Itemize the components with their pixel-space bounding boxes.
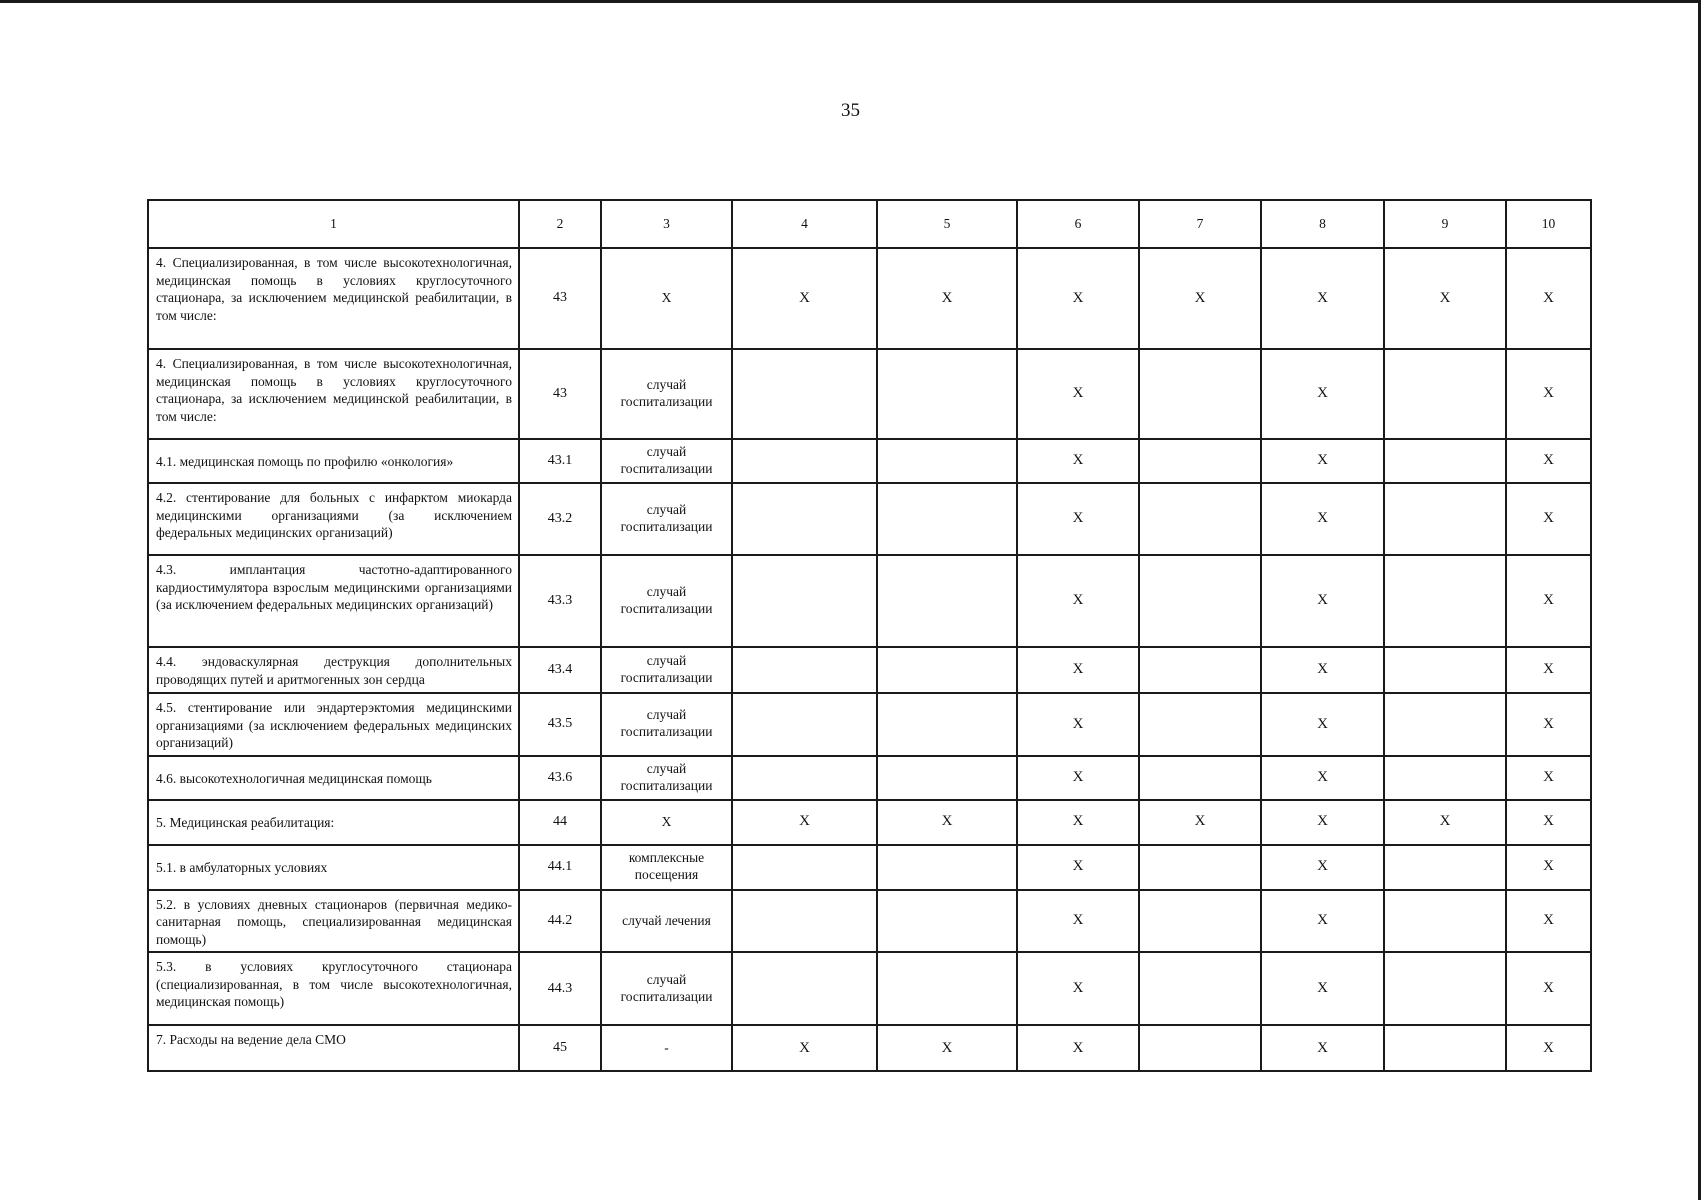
row-name-cell: 5.2. в условиях дневных стационаров (первичная медико-санитарная помощь, специализированная медицинская помощь) — [148, 890, 519, 953]
cell-col-5 — [877, 890, 1017, 953]
cell-col-6: X — [1017, 349, 1139, 439]
row-name-cell: 4. Специализированная, в том числе высокотехнологичная, медицинская помощь в условиях круглосуточного стационара, за исключением медицинской реабилитации, в том числе: — [148, 349, 519, 439]
cell-col-6: X — [1017, 555, 1139, 647]
row-unit-cell: случай госпитализации — [601, 952, 732, 1025]
cell-col-9 — [1384, 845, 1506, 890]
cell-col-5 — [877, 555, 1017, 647]
column-header: 9 — [1384, 200, 1506, 248]
cell-col-4: X — [732, 800, 877, 845]
cell-col-5 — [877, 952, 1017, 1025]
row-code-cell: 43.4 — [519, 647, 601, 693]
row-code-cell: 44.2 — [519, 890, 601, 953]
cell-col-10: X — [1506, 952, 1591, 1025]
cell-col-9 — [1384, 952, 1506, 1025]
cell-col-6: X — [1017, 756, 1139, 800]
cell-col-10: X — [1506, 800, 1591, 845]
table-row — [148, 890, 1591, 953]
table-row — [148, 248, 1591, 349]
cell-col-8: X — [1261, 952, 1384, 1025]
scan-edge-top — [0, 0, 1701, 3]
cell-col-8: X — [1261, 845, 1384, 890]
cell-col-7: X — [1139, 248, 1261, 349]
cell-col-10: X — [1506, 890, 1591, 953]
cell-col-5 — [877, 483, 1017, 555]
cell-col-5 — [877, 845, 1017, 890]
row-name-cell: 5. Медицинская реабилитация: — [148, 800, 519, 845]
row-code-cell: 43 — [519, 349, 601, 439]
row-name-cell: 5.3. в условиях круглосуточного стационара (специализированная, в том числе высокотехнологичная, медицинская помощь) — [148, 952, 519, 1025]
row-code-cell: 43.1 — [519, 439, 601, 483]
cell-col-7 — [1139, 693, 1261, 756]
table-row — [148, 800, 1591, 845]
table-row — [148, 952, 1591, 1025]
table-row — [148, 693, 1591, 756]
cell-col-7 — [1139, 483, 1261, 555]
cell-col-9: X — [1384, 800, 1506, 845]
row-unit-cell: случай госпитализации — [601, 555, 732, 647]
cell-col-7 — [1139, 890, 1261, 953]
table-header-row — [148, 200, 1591, 248]
row-unit-cell: - — [601, 1025, 732, 1071]
cell-col-9 — [1384, 555, 1506, 647]
cell-col-8: X — [1261, 483, 1384, 555]
column-header: 10 — [1506, 200, 1591, 248]
table-row — [148, 349, 1591, 439]
cell-col-7 — [1139, 439, 1261, 483]
cell-col-5 — [877, 693, 1017, 756]
row-name-cell: 5.1. в амбулаторных условиях — [148, 845, 519, 890]
cell-col-5: X — [877, 800, 1017, 845]
cell-col-5 — [877, 647, 1017, 693]
row-code-cell: 44.3 — [519, 952, 601, 1025]
cell-col-4 — [732, 756, 877, 800]
cell-col-9 — [1384, 890, 1506, 953]
column-header: 5 — [877, 200, 1017, 248]
cell-col-7 — [1139, 555, 1261, 647]
table-row — [148, 647, 1591, 693]
cell-col-9 — [1384, 756, 1506, 800]
cell-col-6: X — [1017, 952, 1139, 1025]
cell-col-6: X — [1017, 693, 1139, 756]
row-unit-cell: X — [601, 248, 732, 349]
cell-col-9 — [1384, 349, 1506, 439]
cell-col-8: X — [1261, 890, 1384, 953]
row-unit-cell: случай госпитализации — [601, 756, 732, 800]
column-header: 8 — [1261, 200, 1384, 248]
cell-col-4 — [732, 845, 877, 890]
row-unit-cell: случай госпитализации — [601, 483, 732, 555]
row-name-cell: 4. Специализированная, в том числе высокотехнологичная, медицинская помощь в условиях круглосуточного стационара, за исключением медицинской реабилитации, в том числе: — [148, 248, 519, 349]
cell-col-5 — [877, 756, 1017, 800]
cell-col-4 — [732, 952, 877, 1025]
cell-col-5: X — [877, 1025, 1017, 1071]
column-header: 2 — [519, 200, 601, 248]
row-unit-cell: случай госпитализации — [601, 693, 732, 756]
row-code-cell: 45 — [519, 1025, 601, 1071]
cell-col-10: X — [1506, 756, 1591, 800]
cell-col-10: X — [1506, 693, 1591, 756]
cell-col-8: X — [1261, 647, 1384, 693]
column-header: 4 — [732, 200, 877, 248]
row-unit-cell: комплексные посещения — [601, 845, 732, 890]
cell-col-7 — [1139, 756, 1261, 800]
cell-col-7 — [1139, 647, 1261, 693]
row-code-cell: 44 — [519, 800, 601, 845]
table-row — [148, 1025, 1591, 1071]
column-header: 1 — [148, 200, 519, 248]
cell-col-4 — [732, 483, 877, 555]
cell-col-6: X — [1017, 647, 1139, 693]
cell-col-6: X — [1017, 890, 1139, 953]
cell-col-5 — [877, 439, 1017, 483]
table-row — [148, 756, 1591, 800]
row-code-cell: 44.1 — [519, 845, 601, 890]
cell-col-4 — [732, 693, 877, 756]
cell-col-8: X — [1261, 349, 1384, 439]
table-row — [148, 483, 1591, 555]
cell-col-10: X — [1506, 647, 1591, 693]
cell-col-10: X — [1506, 248, 1591, 349]
cell-col-8: X — [1261, 756, 1384, 800]
cell-col-5 — [877, 349, 1017, 439]
cell-col-7: X — [1139, 800, 1261, 845]
row-code-cell: 43.6 — [519, 756, 601, 800]
cell-col-9 — [1384, 483, 1506, 555]
cell-col-10: X — [1506, 349, 1591, 439]
column-header: 7 — [1139, 200, 1261, 248]
row-unit-cell: X — [601, 800, 732, 845]
cell-col-10: X — [1506, 845, 1591, 890]
cell-col-8: X — [1261, 439, 1384, 483]
row-name-cell: 4.3. имплантация частотно-адаптированного кардиостимулятора взрослым медицинскими организациями (за исключением федеральных медицинских организаций) — [148, 555, 519, 647]
cell-col-8: X — [1261, 1025, 1384, 1071]
cell-col-8: X — [1261, 800, 1384, 845]
cell-col-5: X — [877, 248, 1017, 349]
cell-col-10: X — [1506, 439, 1591, 483]
cell-col-6: X — [1017, 439, 1139, 483]
row-name-cell: 4.4. эндоваскулярная деструкция дополнительных проводящих путей и аритмогенных зон сердца — [148, 647, 519, 693]
cell-col-4 — [732, 555, 877, 647]
cell-col-8: X — [1261, 693, 1384, 756]
cell-col-8: X — [1261, 248, 1384, 349]
column-header: 3 — [601, 200, 732, 248]
table-row — [148, 555, 1591, 647]
row-name-cell: 4.2. стентирование для больных с инфарктом миокарда медицинскими организациями (за исключением федеральных медицинских организаций) — [148, 483, 519, 555]
cell-col-10: X — [1506, 555, 1591, 647]
column-header: 6 — [1017, 200, 1139, 248]
cell-col-6: X — [1017, 845, 1139, 890]
cell-col-6: X — [1017, 248, 1139, 349]
row-name-cell: 7. Расходы на ведение дела СМО — [148, 1025, 519, 1071]
cell-col-6: X — [1017, 800, 1139, 845]
page-number: 35 — [841, 100, 860, 121]
cell-col-6: X — [1017, 483, 1139, 555]
cell-col-4 — [732, 647, 877, 693]
row-code-cell: 43.2 — [519, 483, 601, 555]
cell-col-4 — [732, 349, 877, 439]
cell-col-4: X — [732, 1025, 877, 1071]
cell-col-9 — [1384, 1025, 1506, 1071]
row-code-cell: 43 — [519, 248, 601, 349]
cell-col-4 — [732, 890, 877, 953]
table-row — [148, 845, 1591, 890]
cell-col-7 — [1139, 1025, 1261, 1071]
cell-col-10: X — [1506, 1025, 1591, 1071]
cell-col-7 — [1139, 845, 1261, 890]
row-unit-cell: случай лечения — [601, 890, 732, 953]
row-unit-cell: случай госпитализации — [601, 647, 732, 693]
row-name-cell: 4.5. стентирование или эндартерэктомия медицинскими организациями (за исключением федеральных медицинских организаций) — [148, 693, 519, 756]
cell-col-9: X — [1384, 248, 1506, 349]
cell-col-6: X — [1017, 1025, 1139, 1071]
cell-col-8: X — [1261, 555, 1384, 647]
row-code-cell: 43.5 — [519, 693, 601, 756]
cell-col-7 — [1139, 349, 1261, 439]
cell-col-9 — [1384, 439, 1506, 483]
row-name-cell: 4.6. высокотехнологичная медицинская помощь — [148, 756, 519, 800]
cell-col-10: X — [1506, 483, 1591, 555]
cell-col-4 — [732, 439, 877, 483]
cell-col-9 — [1384, 647, 1506, 693]
row-name-cell: 4.1. медицинская помощь по профилю «онкология» — [148, 439, 519, 483]
cell-col-7 — [1139, 952, 1261, 1025]
row-code-cell: 43.3 — [519, 555, 601, 647]
data-table — [147, 199, 1592, 1072]
row-unit-cell: случай госпитализации — [601, 349, 732, 439]
cell-col-9 — [1384, 693, 1506, 756]
cell-col-4: X — [732, 248, 877, 349]
table-row — [148, 439, 1591, 483]
row-unit-cell: случай госпитализации — [601, 439, 732, 483]
